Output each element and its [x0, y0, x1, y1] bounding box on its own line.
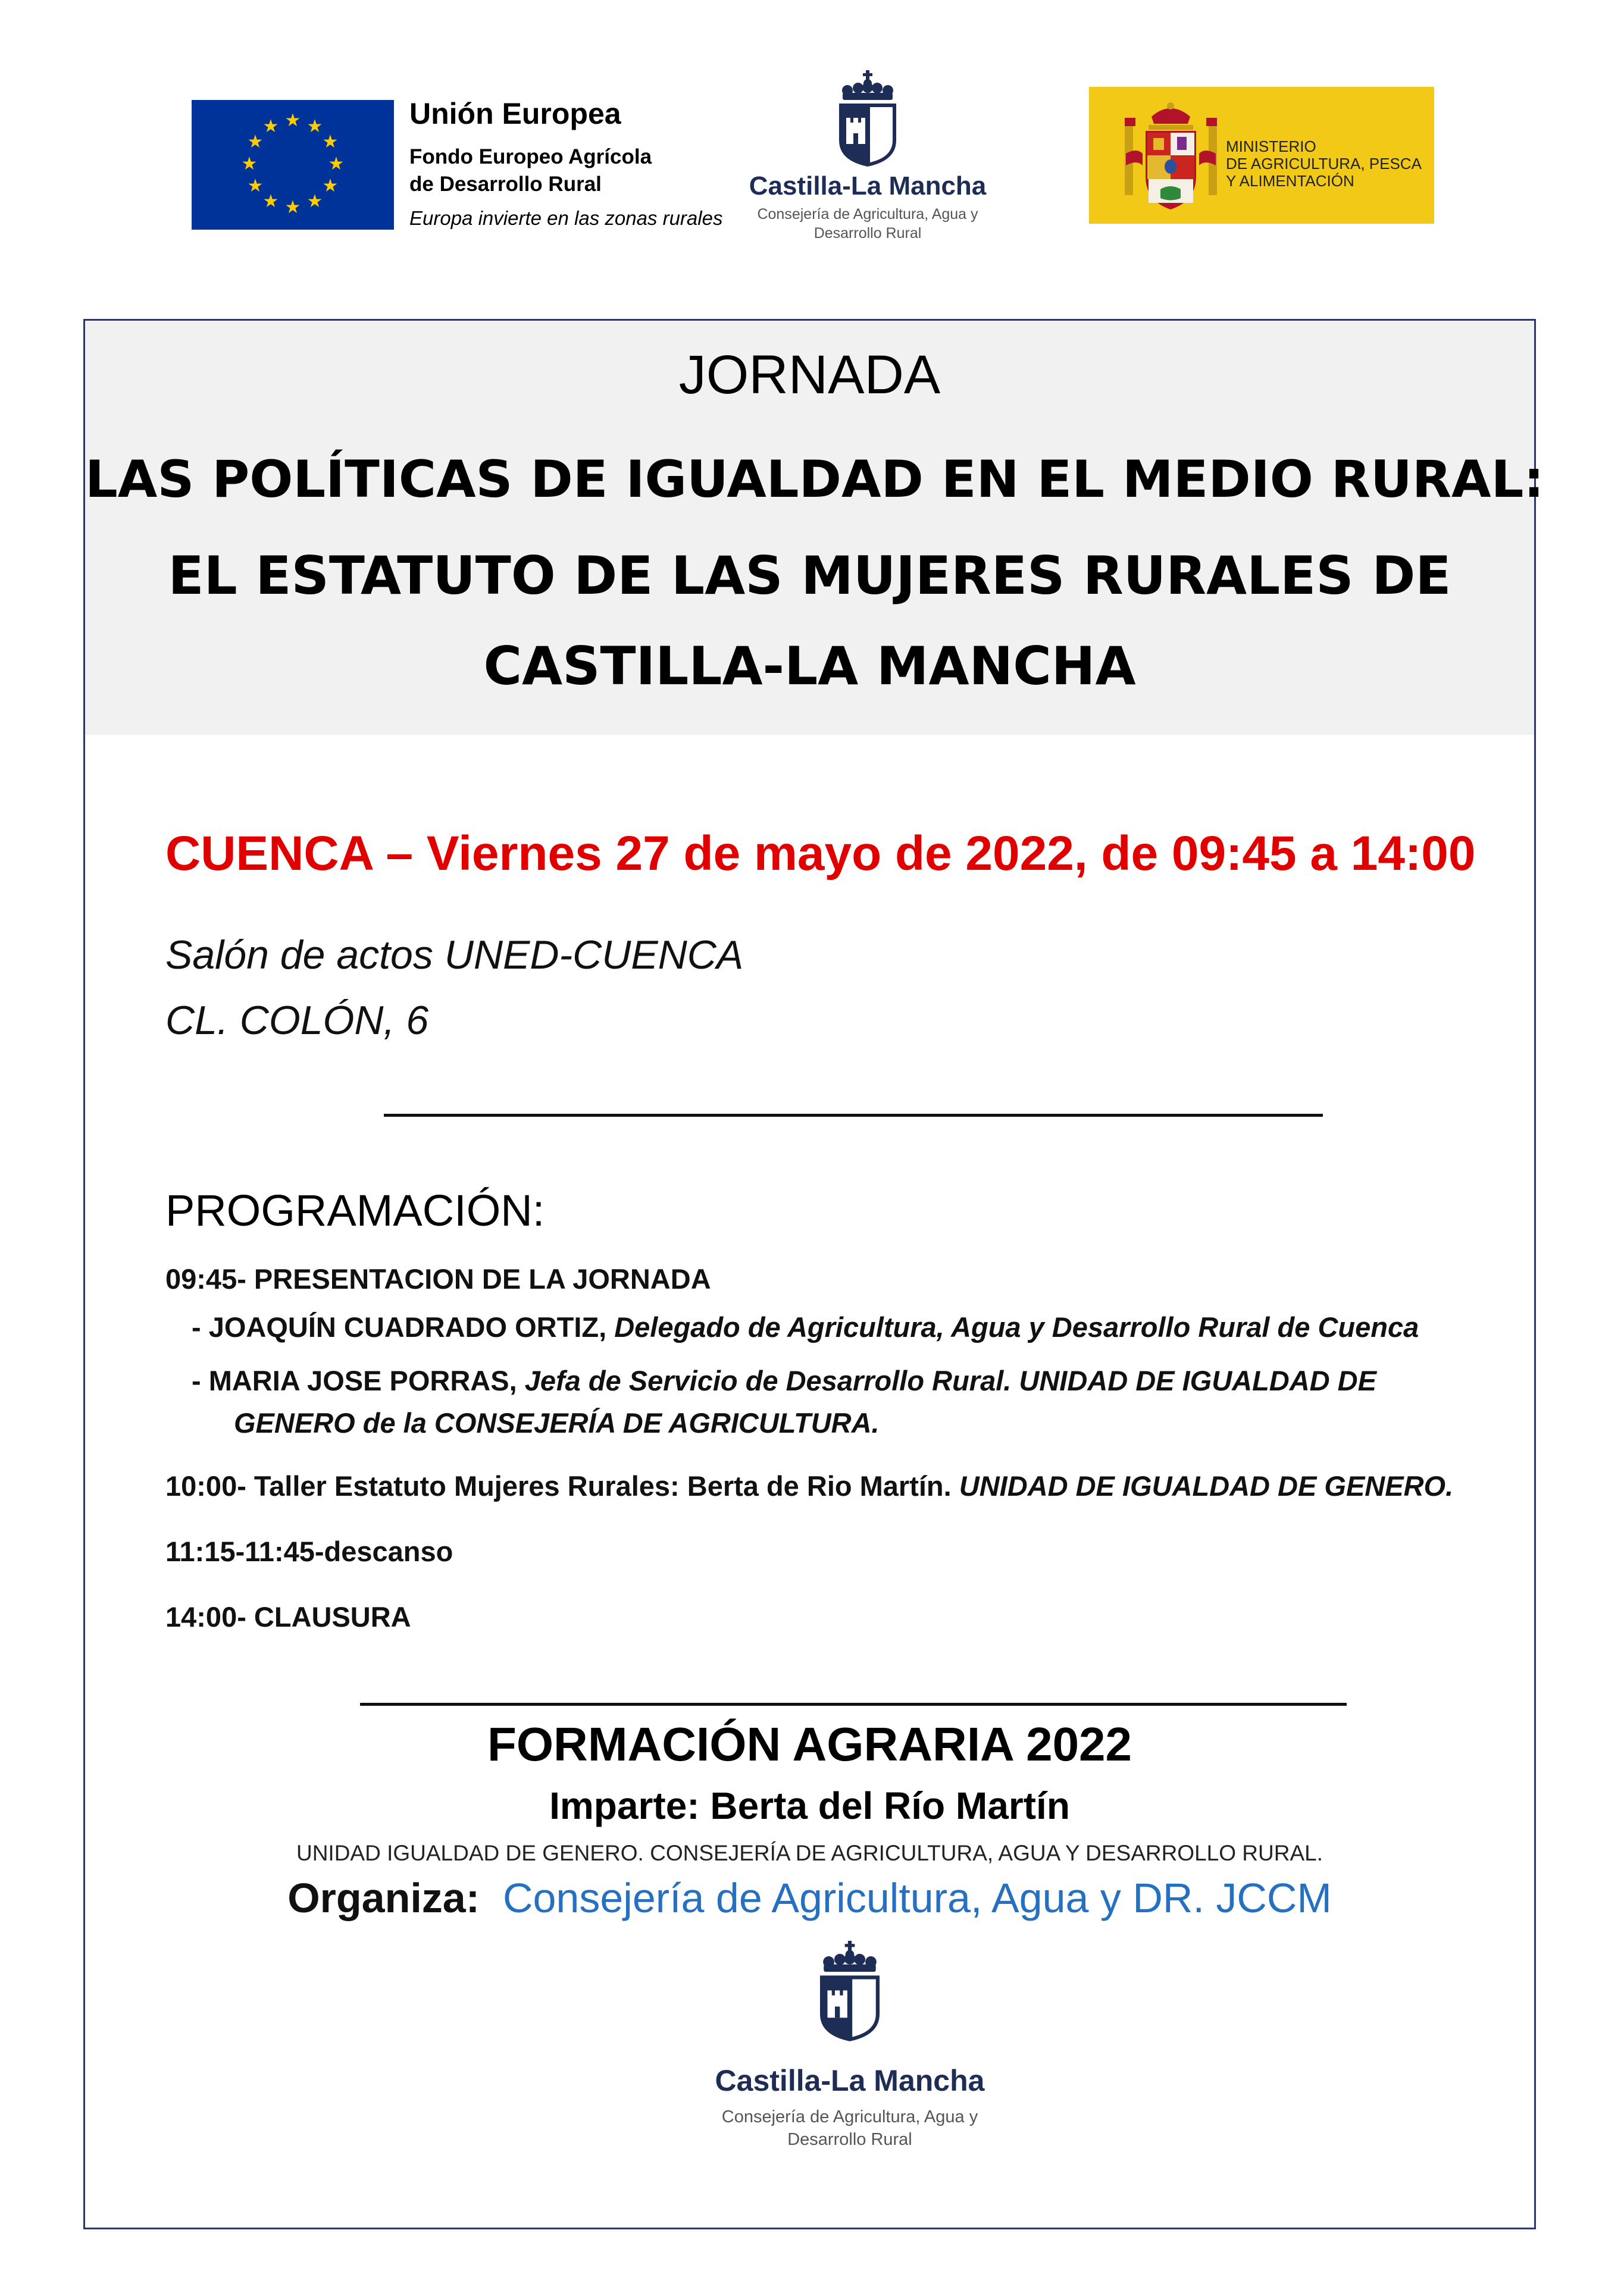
speaker2-role: Jefa de Servicio de Desarrollo Rural.	[524, 1365, 1012, 1396]
clm-sub-line1: Consejería de Agricultura, Agua y	[721, 2107, 978, 2126]
event-address: CL. COLÓN, 6	[165, 998, 429, 1043]
eu-title: Unión Europea	[409, 97, 621, 130]
title-line3: CASTILLA-LA MANCHA	[483, 635, 1136, 697]
speaker2-unit: UNIDAD DE IGUALDAD DE	[1019, 1365, 1376, 1396]
divider	[360, 1703, 1347, 1706]
eu-fund-line1: Fondo Europeo Agrícola	[409, 145, 652, 168]
instructor: Imparte: Berta del Río Martín	[549, 1784, 1070, 1827]
svg-text:★: ★	[306, 191, 323, 212]
event-date-time: CUENCA – Viernes 27 de mayo de 2022, de 09:45 a 14:00	[165, 826, 1476, 881]
organizer	[85, 1874, 1534, 1922]
workshop-title: 10:00- Taller Estatuto Mujeres Rurales: Berta de Rio Martín.	[165, 1470, 952, 1502]
eu-slogan: Europa invierte en las zonas rurales	[409, 207, 723, 229]
clm-sub-line2: Desarrollo Rural	[787, 2130, 912, 2149]
svg-text:★: ★	[284, 197, 301, 218]
organizer-value: Consejería de Agricultura, Agua y DR. JCCM	[502, 1875, 1332, 1921]
svg-text:★: ★	[262, 191, 279, 212]
speaker2-unit-continued: GENERO de la CONSEJERÍA DE AGRICULTURA.	[234, 1407, 880, 1439]
speaker1-role: Delegado de Agricultura, Agua y Desarrollo Rural de Cuenca	[614, 1311, 1419, 1343]
svg-text:★: ★	[284, 110, 301, 131]
eu-fund-line2: de Desarrollo Rural	[409, 173, 602, 196]
clm-name: Castilla-La Mancha	[749, 171, 987, 201]
eu-flag-logo	[192, 100, 394, 230]
clm-crest-icon	[832, 70, 903, 168]
ministry-logo	[1089, 87, 1434, 224]
clm-name: Castilla-La Mancha	[715, 2064, 985, 2097]
program-heading: PROGRAMACIÓN:	[165, 1186, 545, 1235]
workshop-unit: UNIDAD DE IGUALDAD DE GENERO.	[959, 1470, 1454, 1502]
program-item-presentation: 09:45- PRESENTACION DE LA JORNADA	[165, 1263, 711, 1295]
divider	[384, 1114, 1323, 1117]
ministry-line1: MINISTERIO	[1226, 137, 1316, 155]
speaker2-name: - MARIA JOSE PORRAS,	[192, 1365, 517, 1396]
svg-text:★: ★	[262, 116, 279, 137]
instructor-unit: UNIDAD IGUALDAD DE GENERO. CONSEJERÍA DE AGRICULTURA, AGUA Y DESARROLLO RURAL.	[296, 1841, 1323, 1865]
svg-text:★: ★	[322, 131, 339, 152]
program-item-speaker1	[192, 1311, 1419, 1343]
event-venue: Salón de actos UNED-CUENCA	[165, 932, 744, 978]
svg-text:★: ★	[247, 131, 264, 152]
ministry-line2: DE AGRICULTURA, PESCA	[1226, 155, 1422, 173]
speaker1-name: - JOAQUÍN CUADRADO ORTIZ,	[192, 1311, 607, 1343]
clm-logo-header	[737, 65, 999, 244]
svg-text:★: ★	[322, 176, 339, 196]
program-item-speaker2	[192, 1364, 1376, 1397]
ministry-name	[1226, 138, 1422, 190]
svg-text:★: ★	[306, 116, 323, 137]
clm-logo-footer	[689, 1941, 1010, 2155]
title-line2: EL ESTATUTO DE LAS MUJERES RURALES DE	[168, 545, 1451, 606]
program-item-break: 11:15-11:45-descanso	[165, 1536, 453, 1567]
training-title: FORMACIÓN AGRARIA 2022	[487, 1718, 1132, 1771]
clm-crest-icon	[812, 1941, 887, 2043]
event-kind: JORNADA	[678, 344, 941, 405]
program-item-workshop	[165, 1470, 1453, 1502]
eu-stars-icon	[192, 100, 394, 230]
ministry-line3: Y ALIMENTACIÓN	[1226, 172, 1354, 190]
title-line1: LAS POLÍTICAS DE IGUALDAD EN EL MEDIO RURAL:	[85, 450, 1544, 509]
organizer-label: Organiza:	[287, 1875, 480, 1921]
spain-coat-of-arms-icon	[1125, 100, 1217, 211]
clm-sub-line2: Desarrollo Rural	[813, 225, 922, 242]
svg-text:★: ★	[328, 154, 345, 174]
svg-text:★: ★	[247, 176, 264, 196]
svg-text:★: ★	[241, 154, 258, 174]
clm-sub-line1: Consejería de Agricultura, Agua y	[757, 206, 978, 223]
program-item-closing: 14:00- CLAUSURA	[165, 1601, 411, 1633]
